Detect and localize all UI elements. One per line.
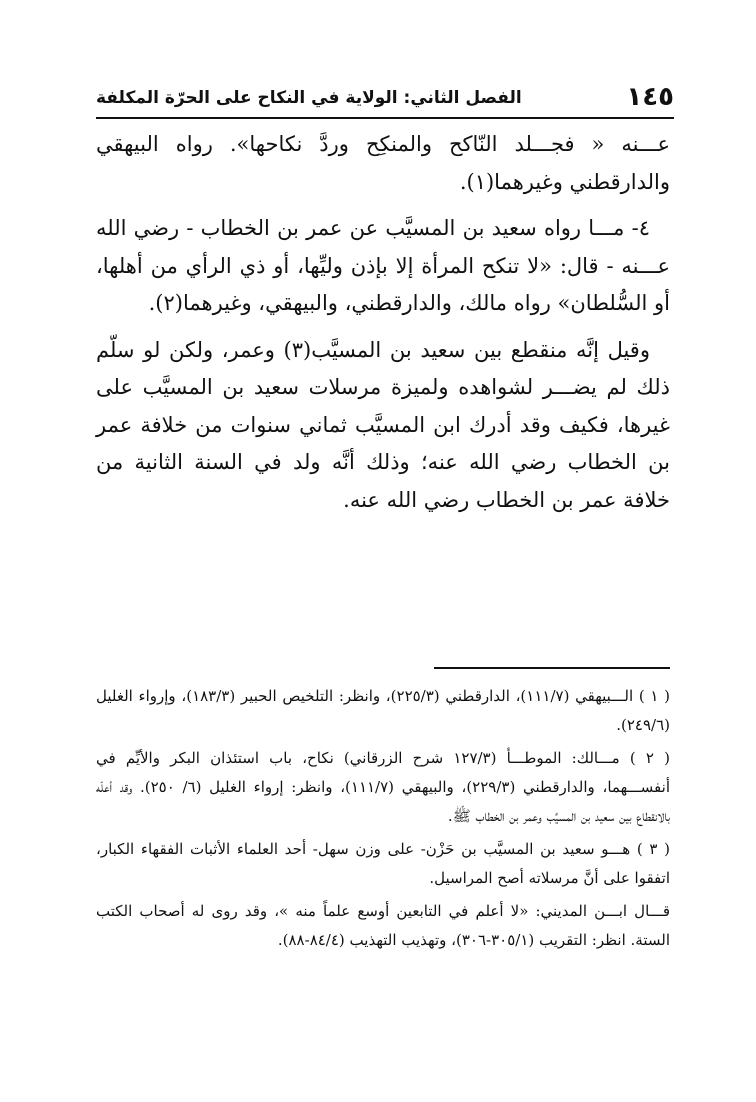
page-number: ١٤٥ bbox=[626, 82, 674, 112]
footnote-3: ( ٣ ) هـــو سعيد بن المسيَّب بن حَزْن- على وزن سهل- أحد العلماء الأثبات الفقهاء الكبار، اتفقوا على أنَّ مرسلاته أصح المراسيل. bbox=[96, 840, 671, 887]
footnote-2: ( ٢ ) مـــالك: الموطـــأ (١٢٧/٣ شرح الزرقاني) نكاح، باب استئذان البكر والأيِّم في أنفســـهما، والدارقطني (٢٢٩/٣)، والبيهقي (١١١/٧)، وانظر: إرواء الغليل (٦/ ٢٥٠). وقد أعلّه بالانقطاع بين سعيد بن المسيَّب وعمر بن الخطاب ﷺ. bbox=[96, 749, 671, 825]
paragraph-3: وقيل إنَّه منقطع بين سعيد بن المسيَّب(٣) وعمر، ولكن لو سلّم ذلك لم يضـــر لشواهده ولميزة مرسلات سعيد بن المسيَّب على غيرها، فكيف وقد أدرك ابن المسيَّب ثماني سنوات من خلافة عمر بن الخطاب رضي الله عنه؛ وذلك أنَّه ولد في السنة الثانية من خلافة عمر بن الخطاب رضي الله عنه. bbox=[96, 337, 670, 512]
paragraph-2: ٤- مـــا رواه سعيد بن المسيَّب عن عمر بن الخطاب - رضي الله عـــنه - قال: «لا تنكح المرأة إلا بإذن وليِّها، أو ذي الرأي من أهلها، أو السُّلطان» رواه مالك، والدارقطني، والبيهقي، وغيرهما(٢). bbox=[96, 216, 670, 315]
footnote-divider bbox=[434, 667, 670, 669]
header-divider bbox=[96, 117, 674, 119]
page-header bbox=[96, 80, 674, 116]
footnotes bbox=[96, 682, 670, 959]
footnote-1: ( ١ ) الـــبيهقي (١١١/٧)، الدارقطني (٢٢٥/٣)، وانظر: التلخيص الحبير (١٨٣/٣)، وإرواء الغليل (٢٤٩/٦). bbox=[96, 687, 671, 734]
paragraph-1: عـــنه « فجـــلد النّاكح والمنكِح وردَّ نكاحها». رواه البيهقي والدارقطني وغيرهما(١). bbox=[96, 132, 670, 194]
footnote-3-continued: قـــال ابـــن المديني: «لا أعلم في التابعين أوسع علماً منه »، وقد روى له أصحاب الكتب الستة. انظر: التقريب (٣٠٥/١-٣٠٦)، وتهذيب التهذيب (٨٤/٤-٨٨). bbox=[96, 902, 670, 949]
running-title: الفصل الثاني: الولاية في النكاح على الحرّة المكلفة bbox=[96, 88, 522, 108]
main-text bbox=[96, 126, 670, 528]
